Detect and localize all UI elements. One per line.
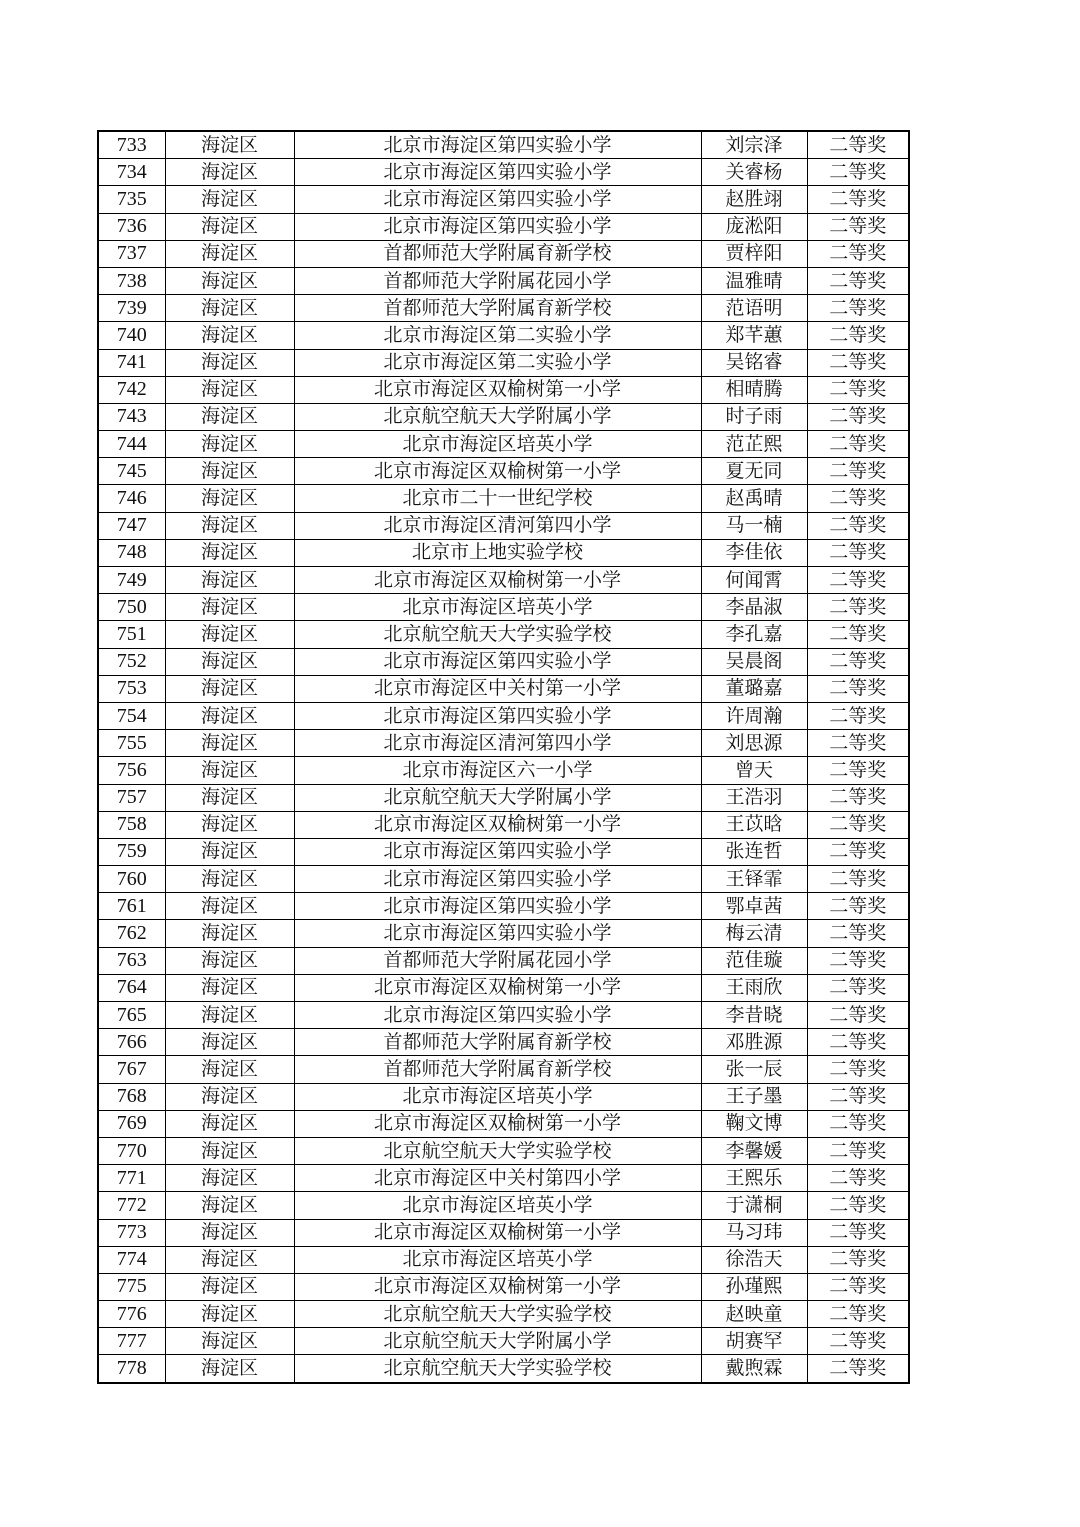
table-row <box>98 295 909 322</box>
school-cell: 北京市海淀区双榆树第一小学 <box>294 974 701 1001</box>
table-row <box>98 458 909 485</box>
award-level-cell: 二等奖 <box>807 458 909 485</box>
award-level-cell: 二等奖 <box>807 431 909 458</box>
table-row <box>98 920 909 947</box>
row-number-cell: 733 <box>98 131 165 159</box>
table-row <box>98 594 909 621</box>
row-number-cell: 754 <box>98 702 165 729</box>
award-level-cell: 二等奖 <box>807 866 909 893</box>
student-name-cell: 夏无同 <box>701 458 807 485</box>
row-number-cell: 762 <box>98 920 165 947</box>
district-cell: 海淀区 <box>165 403 294 430</box>
table-row <box>98 1002 909 1029</box>
award-level-cell: 二等奖 <box>807 1192 909 1219</box>
award-level-cell: 二等奖 <box>807 675 909 702</box>
row-number-cell: 771 <box>98 1165 165 1192</box>
school-cell: 北京市海淀区第四实验小学 <box>294 213 701 240</box>
district-cell: 海淀区 <box>165 621 294 648</box>
row-number-cell: 764 <box>98 974 165 1001</box>
row-number-cell: 735 <box>98 186 165 213</box>
award-level-cell: 二等奖 <box>807 1219 909 1246</box>
student-name-cell: 范语明 <box>701 295 807 322</box>
district-cell: 海淀区 <box>165 811 294 838</box>
award-level-cell: 二等奖 <box>807 1029 909 1056</box>
school-cell: 北京市海淀区双榆树第一小学 <box>294 567 701 594</box>
row-number-cell: 742 <box>98 376 165 403</box>
row-number-cell: 753 <box>98 675 165 702</box>
row-number-cell: 760 <box>98 866 165 893</box>
district-cell: 海淀区 <box>165 512 294 539</box>
student-name-cell: 邓胜源 <box>701 1029 807 1056</box>
table-row <box>98 1219 909 1246</box>
table-row <box>98 757 909 784</box>
award-level-cell: 二等奖 <box>807 838 909 865</box>
school-cell: 北京市上地实验学校 <box>294 539 701 566</box>
table-row <box>98 1301 909 1328</box>
school-cell: 北京市海淀区六一小学 <box>294 757 701 784</box>
table-row <box>98 947 909 974</box>
row-number-cell: 757 <box>98 784 165 811</box>
student-name-cell: 鄂卓茜 <box>701 893 807 920</box>
table-row <box>98 893 909 920</box>
row-number-cell: 740 <box>98 322 165 349</box>
row-number-cell: 775 <box>98 1273 165 1300</box>
student-name-cell: 马一楠 <box>701 512 807 539</box>
school-cell: 北京市海淀区中关村第一小学 <box>294 675 701 702</box>
award-level-cell: 二等奖 <box>807 131 909 159</box>
district-cell: 海淀区 <box>165 539 294 566</box>
student-name-cell: 何闻霄 <box>701 567 807 594</box>
row-number-cell: 776 <box>98 1301 165 1328</box>
school-cell: 北京市海淀区培英小学 <box>294 594 701 621</box>
award-level-cell: 二等奖 <box>807 485 909 512</box>
district-cell: 海淀区 <box>165 648 294 675</box>
district-cell: 海淀区 <box>165 1192 294 1219</box>
school-cell: 北京市海淀区第二实验小学 <box>294 349 701 376</box>
school-cell: 北京航空航天大学实验学校 <box>294 1301 701 1328</box>
district-cell: 海淀区 <box>165 730 294 757</box>
table-row <box>98 1246 909 1273</box>
school-cell: 北京市二十一世纪学校 <box>294 485 701 512</box>
row-number-cell: 738 <box>98 267 165 294</box>
table-row <box>98 675 909 702</box>
district-cell: 海淀区 <box>165 1083 294 1110</box>
table-row <box>98 784 909 811</box>
award-level-cell: 二等奖 <box>807 1165 909 1192</box>
student-name-cell: 张连哲 <box>701 838 807 865</box>
district-cell: 海淀区 <box>165 322 294 349</box>
district-cell: 海淀区 <box>165 458 294 485</box>
table-row <box>98 1192 909 1219</box>
school-cell: 北京市海淀区双榆树第一小学 <box>294 376 701 403</box>
district-cell: 海淀区 <box>165 131 294 159</box>
district-cell: 海淀区 <box>165 431 294 458</box>
row-number-cell: 758 <box>98 811 165 838</box>
award-level-cell: 二等奖 <box>807 213 909 240</box>
school-cell: 北京市海淀区培英小学 <box>294 1083 701 1110</box>
row-number-cell: 734 <box>98 159 165 186</box>
row-number-cell: 777 <box>98 1328 165 1355</box>
student-name-cell: 董璐嘉 <box>701 675 807 702</box>
student-name-cell: 戴煦霖 <box>701 1355 807 1383</box>
table-row <box>98 1056 909 1083</box>
row-number-cell: 778 <box>98 1355 165 1383</box>
award-level-cell: 二等奖 <box>807 1083 909 1110</box>
district-cell: 海淀区 <box>165 485 294 512</box>
table-row <box>98 1029 909 1056</box>
row-number-cell: 770 <box>98 1137 165 1164</box>
district-cell: 海淀区 <box>165 567 294 594</box>
district-cell: 海淀区 <box>165 376 294 403</box>
district-cell: 海淀区 <box>165 594 294 621</box>
award-level-cell: 二等奖 <box>807 567 909 594</box>
district-cell: 海淀区 <box>165 757 294 784</box>
award-level-cell: 二等奖 <box>807 1355 909 1383</box>
row-number-cell: 767 <box>98 1056 165 1083</box>
row-number-cell: 752 <box>98 648 165 675</box>
district-cell: 海淀区 <box>165 838 294 865</box>
award-level-cell: 二等奖 <box>807 539 909 566</box>
student-name-cell: 王雨欣 <box>701 974 807 1001</box>
student-name-cell: 李佳依 <box>701 539 807 566</box>
award-level-cell: 二等奖 <box>807 349 909 376</box>
row-number-cell: 739 <box>98 295 165 322</box>
school-cell: 北京市海淀区清河第四小学 <box>294 512 701 539</box>
school-cell: 北京市海淀区双榆树第一小学 <box>294 811 701 838</box>
table-row <box>98 974 909 1001</box>
table-row <box>98 213 909 240</box>
district-cell: 海淀区 <box>165 186 294 213</box>
table-row <box>98 811 909 838</box>
school-cell: 北京市海淀区培英小学 <box>294 1192 701 1219</box>
award-level-cell: 二等奖 <box>807 1273 909 1300</box>
school-cell: 北京市海淀区第四实验小学 <box>294 648 701 675</box>
award-level-cell: 二等奖 <box>807 757 909 784</box>
table-row <box>98 866 909 893</box>
school-cell: 北京市海淀区第四实验小学 <box>294 893 701 920</box>
award-level-cell: 二等奖 <box>807 1056 909 1083</box>
row-number-cell: 763 <box>98 947 165 974</box>
table-row <box>98 349 909 376</box>
award-level-cell: 二等奖 <box>807 1328 909 1355</box>
district-cell: 海淀区 <box>165 1110 294 1137</box>
row-number-cell: 759 <box>98 838 165 865</box>
district-cell: 海淀区 <box>165 159 294 186</box>
student-name-cell: 郑芊蕙 <box>701 322 807 349</box>
award-level-cell: 二等奖 <box>807 974 909 1001</box>
district-cell: 海淀区 <box>165 1355 294 1383</box>
student-name-cell: 赵映童 <box>701 1301 807 1328</box>
student-name-cell: 梅云清 <box>701 920 807 947</box>
award-level-cell: 二等奖 <box>807 594 909 621</box>
row-number-cell: 751 <box>98 621 165 648</box>
student-name-cell: 刘宗泽 <box>701 131 807 159</box>
school-cell: 北京市海淀区培英小学 <box>294 1246 701 1273</box>
district-cell: 海淀区 <box>165 974 294 1001</box>
row-number-cell: 737 <box>98 240 165 267</box>
student-name-cell: 王铎霏 <box>701 866 807 893</box>
row-number-cell: 748 <box>98 539 165 566</box>
school-cell: 首都师范大学附属花园小学 <box>294 267 701 294</box>
district-cell: 海淀区 <box>165 947 294 974</box>
award-level-cell: 二等奖 <box>807 240 909 267</box>
student-name-cell: 时子雨 <box>701 403 807 430</box>
student-name-cell: 王熙乐 <box>701 1165 807 1192</box>
row-number-cell: 765 <box>98 1002 165 1029</box>
award-level-cell: 二等奖 <box>807 1002 909 1029</box>
award-level-cell: 二等奖 <box>807 947 909 974</box>
school-cell: 北京市海淀区第二实验小学 <box>294 322 701 349</box>
student-name-cell: 刘思源 <box>701 730 807 757</box>
school-cell: 北京市海淀区第四实验小学 <box>294 866 701 893</box>
student-name-cell: 徐浩天 <box>701 1246 807 1273</box>
award-level-cell: 二等奖 <box>807 702 909 729</box>
district-cell: 海淀区 <box>165 1056 294 1083</box>
district-cell: 海淀区 <box>165 1246 294 1273</box>
award-level-cell: 二等奖 <box>807 811 909 838</box>
student-name-cell: 庞淞阳 <box>701 213 807 240</box>
table-row <box>98 1273 909 1300</box>
school-cell: 北京航空航天大学附属小学 <box>294 784 701 811</box>
row-number-cell: 768 <box>98 1083 165 1110</box>
student-name-cell: 胡赛罕 <box>701 1328 807 1355</box>
school-cell: 北京市海淀区第四实验小学 <box>294 838 701 865</box>
student-name-cell: 相晴腾 <box>701 376 807 403</box>
award-level-cell: 二等奖 <box>807 376 909 403</box>
student-name-cell: 吴晨阁 <box>701 648 807 675</box>
district-cell: 海淀区 <box>165 893 294 920</box>
award-level-cell: 二等奖 <box>807 403 909 430</box>
school-cell: 北京市海淀区中关村第四小学 <box>294 1165 701 1192</box>
table-row <box>98 648 909 675</box>
table-row <box>98 186 909 213</box>
school-cell: 北京航空航天大学实验学校 <box>294 1355 701 1383</box>
student-name-cell: 李昔晓 <box>701 1002 807 1029</box>
district-cell: 海淀区 <box>165 267 294 294</box>
student-name-cell: 于潇桐 <box>701 1192 807 1219</box>
school-cell: 北京航空航天大学附属小学 <box>294 1328 701 1355</box>
district-cell: 海淀区 <box>165 1328 294 1355</box>
award-level-cell: 二等奖 <box>807 1301 909 1328</box>
table-row <box>98 730 909 757</box>
award-level-cell: 二等奖 <box>807 512 909 539</box>
table-row <box>98 159 909 186</box>
table-row <box>98 702 909 729</box>
district-cell: 海淀区 <box>165 1029 294 1056</box>
row-number-cell: 756 <box>98 757 165 784</box>
school-cell: 北京市海淀区第四实验小学 <box>294 1002 701 1029</box>
table-row <box>98 322 909 349</box>
table-row <box>98 267 909 294</box>
school-cell: 北京市海淀区第四实验小学 <box>294 702 701 729</box>
student-name-cell: 王浩羽 <box>701 784 807 811</box>
table-row <box>98 1165 909 1192</box>
school-cell: 北京市海淀区双榆树第一小学 <box>294 1219 701 1246</box>
award-level-cell: 二等奖 <box>807 322 909 349</box>
award-level-cell: 二等奖 <box>807 1110 909 1137</box>
row-number-cell: 745 <box>98 458 165 485</box>
school-cell: 北京航空航天大学实验学校 <box>294 1137 701 1164</box>
school-cell: 北京航空航天大学实验学校 <box>294 621 701 648</box>
school-cell: 首都师范大学附属花园小学 <box>294 947 701 974</box>
row-number-cell: 746 <box>98 485 165 512</box>
district-cell: 海淀区 <box>165 1002 294 1029</box>
table-row <box>98 512 909 539</box>
student-name-cell: 鞠文博 <box>701 1110 807 1137</box>
district-cell: 海淀区 <box>165 702 294 729</box>
table-row <box>98 1355 909 1383</box>
school-cell: 北京市海淀区双榆树第一小学 <box>294 458 701 485</box>
district-cell: 海淀区 <box>165 1137 294 1164</box>
school-cell: 北京市海淀区清河第四小学 <box>294 730 701 757</box>
student-name-cell: 马习玮 <box>701 1219 807 1246</box>
district-cell: 海淀区 <box>165 349 294 376</box>
student-name-cell: 曾天 <box>701 757 807 784</box>
table-row <box>98 1137 909 1164</box>
school-cell: 北京市海淀区第四实验小学 <box>294 159 701 186</box>
district-cell: 海淀区 <box>165 1165 294 1192</box>
row-number-cell: 773 <box>98 1219 165 1246</box>
table-row <box>98 240 909 267</box>
district-cell: 海淀区 <box>165 866 294 893</box>
school-cell: 首都师范大学附属育新学校 <box>294 1056 701 1083</box>
student-name-cell: 李晶淑 <box>701 594 807 621</box>
student-name-cell: 王子墨 <box>701 1083 807 1110</box>
table-row <box>98 131 909 159</box>
table-row <box>98 431 909 458</box>
district-cell: 海淀区 <box>165 675 294 702</box>
table-row <box>98 1328 909 1355</box>
table-row <box>98 539 909 566</box>
school-cell: 北京市海淀区双榆树第一小学 <box>294 1273 701 1300</box>
student-name-cell: 赵胜翊 <box>701 186 807 213</box>
row-number-cell: 761 <box>98 893 165 920</box>
district-cell: 海淀区 <box>165 213 294 240</box>
district-cell: 海淀区 <box>165 1219 294 1246</box>
student-name-cell: 吴铭睿 <box>701 349 807 376</box>
district-cell: 海淀区 <box>165 920 294 947</box>
district-cell: 海淀区 <box>165 1273 294 1300</box>
award-level-cell: 二等奖 <box>807 186 909 213</box>
student-name-cell: 范芷熙 <box>701 431 807 458</box>
student-name-cell: 温雅晴 <box>701 267 807 294</box>
school-cell: 北京市海淀区双榆树第一小学 <box>294 1110 701 1137</box>
award-level-cell: 二等奖 <box>807 784 909 811</box>
row-number-cell: 741 <box>98 349 165 376</box>
award-level-cell: 二等奖 <box>807 920 909 947</box>
row-number-cell: 766 <box>98 1029 165 1056</box>
student-name-cell: 李馨媛 <box>701 1137 807 1164</box>
row-number-cell: 755 <box>98 730 165 757</box>
school-cell: 北京航空航天大学附属小学 <box>294 403 701 430</box>
row-number-cell: 769 <box>98 1110 165 1137</box>
table-row <box>98 621 909 648</box>
school-cell: 北京市海淀区培英小学 <box>294 431 701 458</box>
table-row <box>98 1083 909 1110</box>
row-number-cell: 744 <box>98 431 165 458</box>
row-number-cell: 747 <box>98 512 165 539</box>
district-cell: 海淀区 <box>165 784 294 811</box>
school-cell: 首都师范大学附属育新学校 <box>294 1029 701 1056</box>
school-cell: 北京市海淀区第四实验小学 <box>294 186 701 213</box>
table-row <box>98 838 909 865</box>
award-list-body <box>98 131 909 1383</box>
award-list-table <box>97 130 910 1384</box>
row-number-cell: 743 <box>98 403 165 430</box>
table-row <box>98 567 909 594</box>
student-name-cell: 王苡晗 <box>701 811 807 838</box>
award-level-cell: 二等奖 <box>807 648 909 675</box>
award-level-cell: 二等奖 <box>807 893 909 920</box>
award-level-cell: 二等奖 <box>807 159 909 186</box>
student-name-cell: 许周瀚 <box>701 702 807 729</box>
student-name-cell: 贾梓阳 <box>701 240 807 267</box>
district-cell: 海淀区 <box>165 240 294 267</box>
district-cell: 海淀区 <box>165 295 294 322</box>
table-row <box>98 485 909 512</box>
school-cell: 首都师范大学附属育新学校 <box>294 295 701 322</box>
award-level-cell: 二等奖 <box>807 295 909 322</box>
row-number-cell: 774 <box>98 1246 165 1273</box>
table-row <box>98 403 909 430</box>
student-name-cell: 孙瑾熙 <box>701 1273 807 1300</box>
student-name-cell: 李孔嘉 <box>701 621 807 648</box>
award-level-cell: 二等奖 <box>807 1137 909 1164</box>
student-name-cell: 关睿杨 <box>701 159 807 186</box>
row-number-cell: 736 <box>98 213 165 240</box>
school-cell: 北京市海淀区第四实验小学 <box>294 920 701 947</box>
school-cell: 首都师范大学附属育新学校 <box>294 240 701 267</box>
award-level-cell: 二等奖 <box>807 621 909 648</box>
row-number-cell: 772 <box>98 1192 165 1219</box>
award-level-cell: 二等奖 <box>807 267 909 294</box>
district-cell: 海淀区 <box>165 1301 294 1328</box>
table-row <box>98 1110 909 1137</box>
row-number-cell: 750 <box>98 594 165 621</box>
student-name-cell: 范佳璇 <box>701 947 807 974</box>
row-number-cell: 749 <box>98 567 165 594</box>
award-level-cell: 二等奖 <box>807 730 909 757</box>
school-cell: 北京市海淀区第四实验小学 <box>294 131 701 159</box>
student-name-cell: 赵禹晴 <box>701 485 807 512</box>
student-name-cell: 张一辰 <box>701 1056 807 1083</box>
table-row <box>98 376 909 403</box>
award-level-cell: 二等奖 <box>807 1246 909 1273</box>
